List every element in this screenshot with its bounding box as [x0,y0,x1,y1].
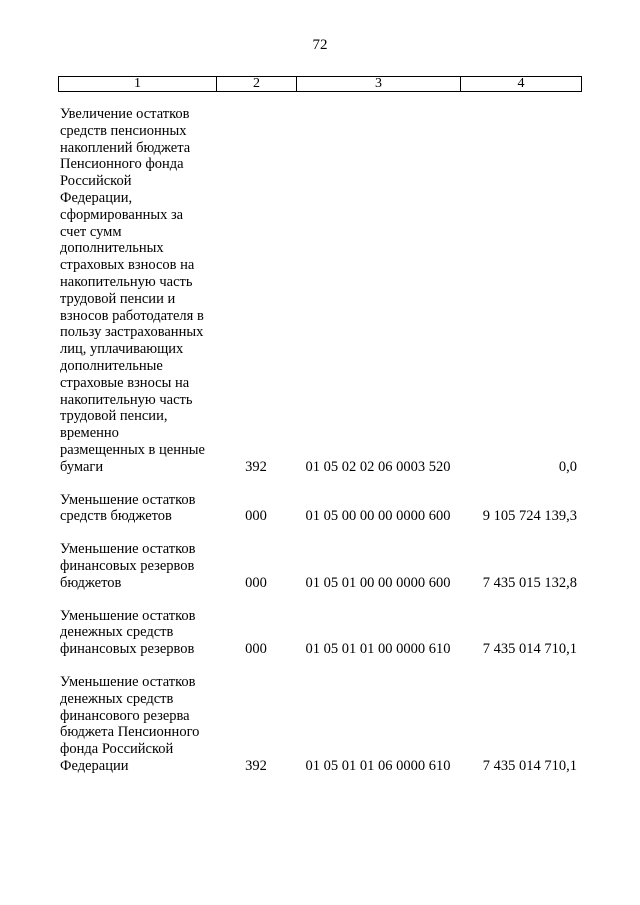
row-classification-code: 01 05 01 00 00 0000 600 [305,574,451,591]
row-description-line: бумаги [60,458,104,475]
row-description-line: накопительную часть [60,391,193,408]
row-description [60,674,220,775]
row-description-line: взносов работодателя в [60,307,204,324]
row-description-line: бюджета Пенсионного [60,724,200,741]
row-description-line: счет сумм [60,223,122,240]
row-description-line: страховых взносов на [60,257,195,274]
row-admin-code: 000 [245,641,267,658]
row-classification-code: 01 05 02 02 06 0003 520 [305,458,451,475]
row-description-line: накоплений бюджета [60,139,191,156]
column-header-1: 1 [59,77,217,92]
table-row [0,674,640,775]
row-amount: 7 435 014 710,1 [482,641,577,658]
row-admin-code: 392 [245,458,267,475]
row-description-line: Российской [60,173,132,190]
row-classification-code: 01 05 00 00 00 0000 600 [305,508,451,525]
row-description-line: Увеличение остатков [60,106,190,122]
row-description-line: Федерации, [60,189,133,206]
row-description-line: средств бюджетов [60,508,172,525]
row-description-line: Уменьшение остатков [60,673,196,690]
row-description-line: размещенных в ценные [60,441,205,458]
row-description-line: бюджетов [60,574,122,591]
page-number: 72 [312,37,328,53]
row-description-line: средств пенсионных [60,122,187,139]
row-description-line: сформированных за [60,206,184,223]
column-header-4: 4 [461,77,582,92]
row-description-line: трудовой пенсии, [60,408,168,425]
row-description-line: дополнительные [60,357,163,374]
table-row [0,541,640,591]
row-description-line: Уменьшение остатков [60,491,196,508]
row-amount: 7 435 015 132,8 [482,574,577,591]
row-description-line: накопительную часть [60,273,193,290]
row-description-line: денежных средств [60,624,174,641]
row-amount: 7 435 014 710,1 [482,757,577,774]
table-row [0,106,640,476]
row-description [60,541,220,591]
row-description-line: дополнительных [60,240,164,257]
column-header-table [58,76,582,92]
row-description-line: Федерации [60,757,129,774]
row-classification-code: 01 05 01 01 00 0000 610 [305,641,451,658]
table-row [0,492,640,526]
row-description-line: финансового резерва [60,707,190,724]
table-row [0,608,640,658]
row-admin-code: 392 [245,757,267,774]
row-description-line: пользу застрахованных [60,324,204,341]
row-amount: 0,0 [558,458,577,475]
row-description-line: финансовых резервов [60,641,195,658]
column-header-2: 2 [217,77,297,92]
row-classification-code: 01 05 01 01 06 0000 610 [305,757,451,774]
row-description [60,608,220,658]
column-header-3: 3 [297,77,461,92]
row-description-line: трудовой пенсии и [60,290,176,307]
row-description-line: финансовых резервов [60,557,195,574]
budget-rows [0,106,640,791]
row-description-line: Пенсионного фонда [60,156,184,173]
row-description [60,492,220,526]
row-description-line: денежных средств [60,690,174,707]
row-description-line: страховые взносы на [60,374,190,391]
row-amount: 9 105 724 139,3 [482,508,577,525]
row-admin-code: 000 [245,508,267,525]
row-description-line: лиц, уплачивающих [60,341,184,358]
row-admin-code: 000 [245,574,267,591]
column-header-row [59,77,582,92]
row-description-line: временно [60,425,119,442]
row-description-line: Уменьшение остатков [60,541,196,558]
row-description-line: Уменьшение остатков [60,607,196,624]
row-description [60,106,220,476]
row-description-line: фонда Российской [60,741,174,758]
